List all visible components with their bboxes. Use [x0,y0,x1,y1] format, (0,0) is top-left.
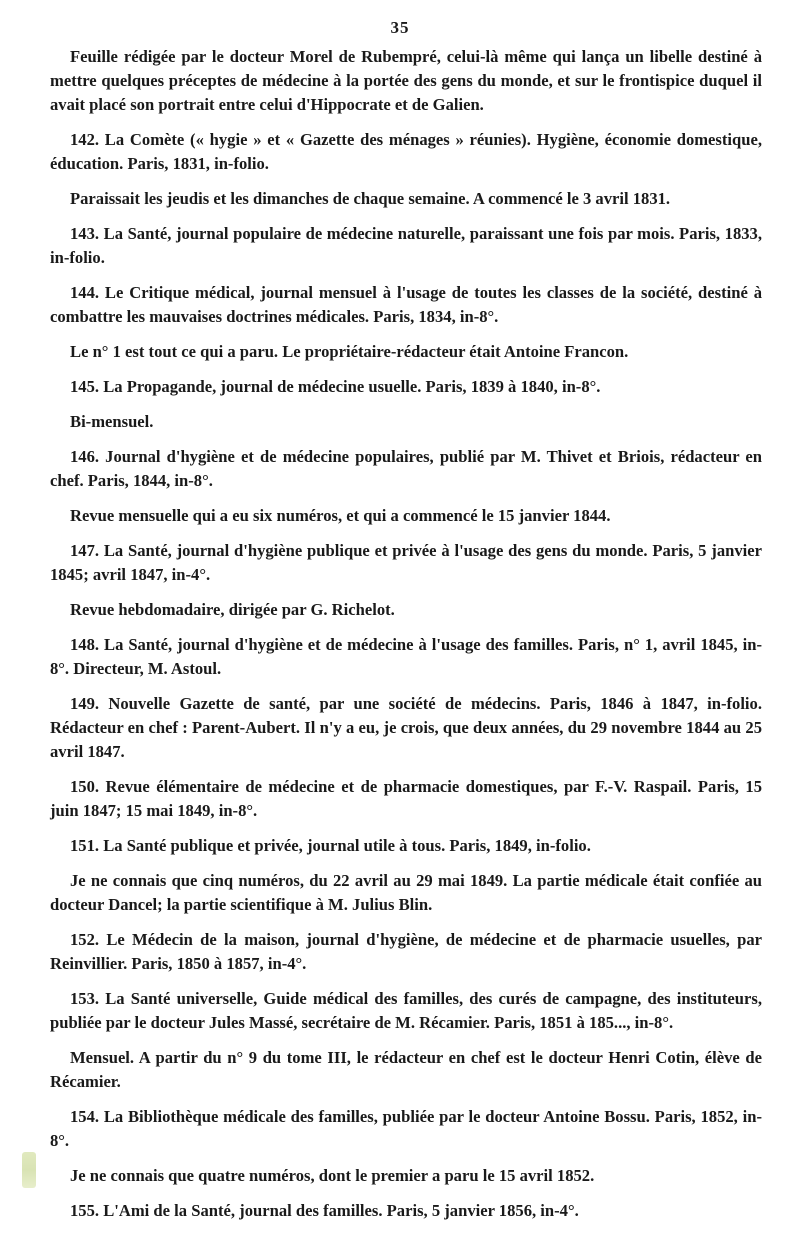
entry-note: Revue hebdomadaire, dirigée par G. Richelot. [70,600,395,619]
entry-note: Le n° 1 est tout ce qui a paru. Le propriétaire-rédacteur était Antoine Francon. [70,342,629,361]
list-item: 154. La Bibliothèque médicale des familles, publiée par le docteur Antoine Bossu. Paris, 1852, in-8°. [50,1107,762,1150]
entry-note: Je ne connais que quatre numéros, dont le premier a paru le 15 avril 1852. [70,1166,595,1185]
page-body [50,45,762,1234]
list-item: 143. La Santé, journal populaire de médecine naturelle, paraissant une fois par mois. Paris, 1833, in-folio. [50,224,762,267]
list-item: 153. La Santé universelle, Guide médical des familles, des curés de campagne, des instituteurs, publiée par le docteur Jules Massé, secrétaire de M. Récamier. Paris, 1851 à 185..., in-8°. [50,989,762,1032]
page-number: 35 [390,18,410,37]
entry-note: Revue mensuelle qui a eu six numéros, et qui a commencé le 15 janvier 1844. [70,506,611,525]
entry-list [50,128,762,1223]
entry-note: Paraissait les jeudis et les dimanches de chaque semaine. A commencé le 3 avril 1831. [70,189,671,208]
list-item: 151. La Santé publique et privée, journal utile à tous. Paris, 1849, in-folio. [70,836,591,855]
entry-note: Mensuel. A partir du n° 9 du tome III, le rédacteur en chef est le docteur Henri Cotin, élève de Récamier. [50,1048,762,1091]
entry-note: Bi-mensuel. [70,412,154,431]
list-item: 142. La Comète (« hygie » et « Gazette des ménages » réunies). Hygiène, économie domestique, éducation. Paris, 1831, in-folio. [50,130,762,173]
list-item: 145. La Propagande, journal de médecine usuelle. Paris, 1839 à 1840, in-8°. [70,377,601,396]
list-item: 152. Le Médecin de la maison, journal d'hygiène, de médecine et de pharmacie usuelles, par Reinvillier. Paris, 1850 à 1857, in-4°. [50,930,762,973]
list-item: 146. Journal d'hygiène et de médecine populaires, publié par M. Thivet et Briois, rédacteur en chef. Paris, 1844, in-8°. [50,447,762,490]
list-item: 148. La Santé, journal d'hygiène et de médecine à l'usage des familles. Paris, n° 1, avril 1845, in-8°. Directeur, M. Astoul. [50,635,762,678]
list-item: 149. Nouvelle Gazette de santé, par une société de médecins. Paris, 1846 à 1847, in-folio. Rédacteur en chef : Parent-Aubert. Il n'y a eu, je crois, que deux années, du 29 novembre 1844 au 25 avril 1847. [50,694,762,761]
list-item: 144. Le Critique médical, journal mensuel à l'usage de toutes les classes de la société, destiné à combattre les mauvaises doctrines médicales. Paris, 1834, in-8°. [50,283,762,326]
intro-paragraph: Feuille rédigée par le docteur Morel de Rubempré, celui-là même qui lança un libelle destiné à mettre quelques préceptes de médecine à la portée des gens du monde, et sur le frontispice duquel il avait placé son portrait entre celui d'Hippocrate et de Galien. [50,47,762,114]
list-item: 155. L'Ami de la Santé, journal des familles. Paris, 5 janvier 1856, in-4°. [70,1201,579,1220]
page-stain-mark [22,1152,36,1188]
entry-note: Je ne connais que cinq numéros, du 22 avril au 29 mai 1849. La partie médicale était confiée au docteur Dancel; la partie scientifique à M. Julius Blin. [50,871,762,914]
list-item: 150. Revue élémentaire de médecine et de pharmacie domestiques, par F.-V. Raspail. Paris, 15 juin 1847; 15 mai 1849, in-8°. [50,777,762,820]
list-item: 147. La Santé, journal d'hygiène publique et privée à l'usage des gens du monde. Paris, 5 janvier 1845; avril 1847, in-4°. [50,541,762,584]
